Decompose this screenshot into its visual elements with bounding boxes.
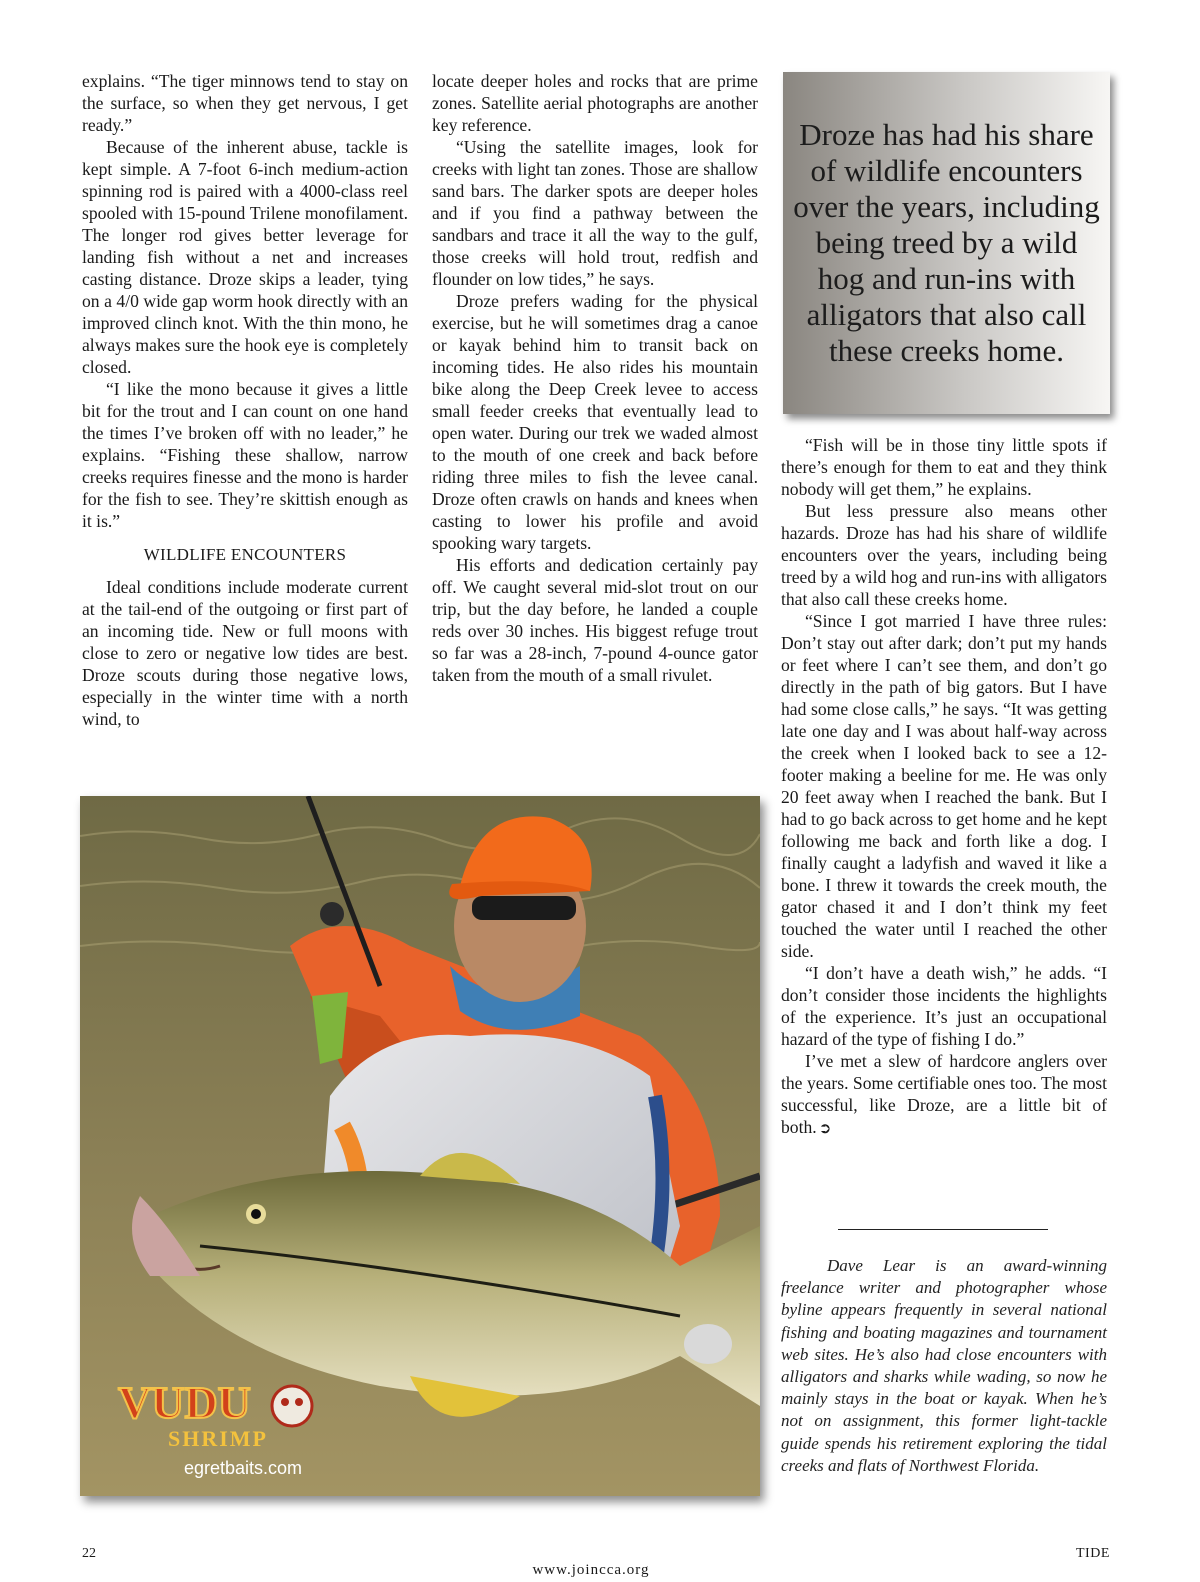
paragraph: “I don’t have a death wish,” he adds. “I don’t consider those incidents the highlights of the experience. It’s just an occupational hazard of the type of fishing I do.” bbox=[781, 963, 1107, 1049]
paragraph-text: I’ve met a slew of hardcore anglers over the years. Some certifiable ones too. The most successful, like Droze, are a little bit of both. bbox=[781, 1051, 1107, 1137]
page-number: 22 bbox=[82, 1546, 96, 1561]
paragraph: “Using the satellite images, look for creeks with light tan zones. Those are shallow sand bars. The darker spots are deeper holes and if you find a pathway between the sandbars and trace it all the way to the gulf, those creeks will hold trout, redfish and flounder on low tides,” he says. bbox=[432, 137, 758, 289]
paragraph: Droze prefers wading for the physical exercise, but he will sometimes drag a canoe or kayak behind him to transit back on incoming tides. He also rides his mountain bike along the Deep Creek levee to access small feeder creeks that eventually lead to open water. During our trek we waded almost to the mouth of one creek and back before riding three miles to fish the levee canal. Droze often crawls on hands and knees when casting to lower his profile and avoid spooking wary targets. bbox=[432, 291, 758, 553]
magazine-name: TIDE bbox=[1076, 1546, 1110, 1561]
angler-snook-photo bbox=[80, 796, 760, 1496]
paragraph: His efforts and dedication certainly pay off. We caught several mid-slot trout on our trip, but the day before, he landed a couple reds over 30 inches. His biggest refuge trout so far was a 28-inch, 7-pound 4-ounce gator taken from the mouth of a small rivulet. bbox=[432, 555, 758, 685]
ad-url: egretbaits.com bbox=[184, 1458, 303, 1478]
paragraph: locate deeper holes and rocks that are prime zones. Satellite aerial photographs are another key reference. bbox=[432, 71, 758, 135]
paragraph bbox=[781, 1050, 1107, 1140]
paragraph: Ideal conditions include moderate current at the tail-end of the outgoing or first part of an incoming tide. New or full moons with close to zero or negative low tides are best. Droze scouts during those negative lows, especially in the winter time with a north wind, to bbox=[82, 577, 408, 729]
divider-rule bbox=[838, 1229, 1048, 1230]
sunglasses bbox=[472, 896, 576, 920]
pull-quote-text: Droze has had his share of wildlife encounters over the years, including being treed by a wild hog and run-ins with alligators that also call these creeks home. bbox=[793, 117, 1100, 368]
footer-url: www.joincca.org bbox=[532, 1562, 650, 1578]
article-column-3 bbox=[781, 434, 1107, 1140]
pull-quote-box bbox=[783, 72, 1110, 414]
paragraph: “Since I got married I have three rules: Don’t stay out after dark; don’t put my hands or feet where I can’t see them, and don’t go directly in the path of big gators. But I have had some close calls,” he says. “It was getting late one day and I was about half-way across the creek when I looked back to see a 12-footer making a beeline for me. He was only 20 feet away when I reached the bank. But I had to go back across to get home and he kept following me back and forth like a dog. I finally caught a ladyfish and waved it like a bone. I threw it towards the creek mouth, the gator chased it and I don’t think my feet touched the water until I reached the other side. bbox=[781, 611, 1107, 961]
paragraph: explains. “The tiger minnows tend to stay on the surface, so when they get nervous, I get ready.” bbox=[82, 71, 408, 135]
paragraph: “I like the mono because it gives a little bit for the trout and I can count on one hand the times I’ve broken off with no leader,” he explains. “Fishing these shallow, narrow creeks requires finesse and the mono is harder for the fish to see. They’re skittish enough as it is.” bbox=[82, 379, 408, 531]
article-column-2 bbox=[432, 70, 758, 686]
skull-icon bbox=[272, 1386, 312, 1426]
end-of-article-icon: ➲ bbox=[818, 1121, 832, 1137]
fishing-reel bbox=[320, 902, 344, 926]
ad-brand: VUDU bbox=[118, 1377, 251, 1428]
author-bio: Dave Lear is an award-winning freelance writer and photographer whose byline appears frequently in several national fishing and boating magazines and tournament web sites. He’s also had close encounters with alligators and sharks while wading, so now he mainly stays in the boat or kayak. When he’s not on assignment, this former light-tackle guide spends his retirement exploring the tidal creeks and flats of Northwest Florida. bbox=[781, 1256, 1107, 1475]
section-subheading: WILDLIFE ENCOUNTERS bbox=[143, 545, 347, 564]
paragraph: Because of the inherent abuse, tackle is kept simple. A 7-foot 6-inch medium-action spinning rod is paired with a 4000-class reel spooled with 15-pound Trilene monofilament. The longer rod gives better leverage for landing fish without a net and increases casting distance. Droze skips a leader, tying on a 4/0 wide gap worm hook directly with an improved clinch knot. With the thin mono, he always makes sure the hook eye is completely closed. bbox=[82, 137, 408, 377]
article-column-1 bbox=[82, 70, 408, 730]
paragraph: But less pressure also means other hazards. Droze has had his share of wildlife encounters over the years, including being treed by a wild hog and run-ins with alligators that also call these creeks home. bbox=[781, 501, 1107, 609]
paragraph: “Fish will be in those tiny little spots if there’s enough for them to eat and they think nobody will get them,” he explains. bbox=[781, 435, 1107, 499]
ad-product: SHRIMP bbox=[168, 1426, 268, 1451]
